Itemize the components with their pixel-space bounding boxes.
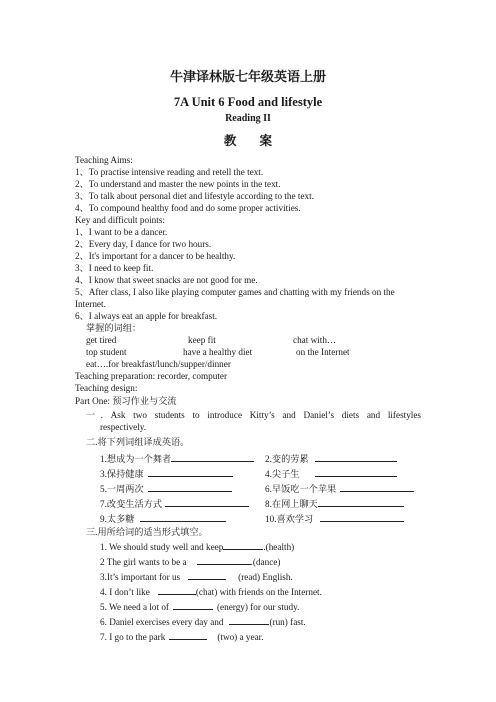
point-item: 5、After class, I also like playing computer games and chatting with my friends on the: [75, 287, 395, 297]
translation-item: 9.太多糖: [100, 511, 226, 525]
translation-item: 5.一周两次: [100, 481, 232, 495]
translation-item: 6.早饭吃一个苹果: [265, 481, 414, 495]
translation-item: 7.改变生活方式: [100, 496, 249, 510]
lesson-title: Reading II: [225, 113, 271, 124]
aim-item: 1、To practise intensive reading and retell the text.: [75, 167, 264, 177]
answer-blank[interactable]: [197, 556, 251, 565]
section-one-text: 一. Ask two students to introduce Kitty’s and Daniel’s diets and lifestyles: [86, 410, 421, 420]
fill-blank-item: 7. I go to the park (two) a year.: [100, 632, 264, 642]
answer-blank[interactable]: [148, 483, 232, 492]
part-one-heading: Part One: 预习作业与交流: [75, 396, 177, 406]
section-three-heading: 三.用所给词的适当形式填空。: [86, 527, 208, 537]
fill-blank-item: 1. We should study well and keep .(health): [100, 542, 295, 552]
phrases-heading: 掌握的词组：: [86, 323, 142, 333]
answer-blank[interactable]: [320, 513, 404, 522]
answer-blank[interactable]: [173, 601, 213, 610]
doc-type-heading: 教 案: [223, 134, 283, 148]
fill-blank-item: 6. Daniel exercises every day and (run) fast.: [100, 617, 306, 627]
answer-blank[interactable]: [223, 541, 263, 550]
phrase: keep fit: [188, 335, 216, 345]
aims-heading: Teaching Aims:: [75, 155, 133, 165]
answer-blank[interactable]: [148, 468, 233, 477]
phrase: eat….for breakfast/lunch/supper/dinner: [86, 359, 231, 369]
point-item: 2、Every day, I dance for two hours.: [75, 239, 212, 249]
translation-item: 2.变的劳累: [265, 451, 397, 465]
fill-blank-item: 5. We need a lot of (energy) for our study.: [100, 602, 300, 612]
answer-blank[interactable]: [169, 631, 207, 640]
point-item: Internet.: [75, 299, 106, 309]
answer-blank[interactable]: [171, 453, 254, 462]
translation-item: 3.保持健康: [100, 466, 233, 480]
phrase: top student: [86, 347, 127, 357]
points-heading: Key and difficult points:: [75, 215, 165, 225]
translation-item: 10.喜欢学习: [265, 511, 404, 525]
phrase: have a healthy diet: [183, 347, 253, 357]
section-one-text: respectively.: [100, 422, 147, 432]
point-item: 1、I want to be a dancer.: [75, 227, 168, 237]
point-item: 2、It's important for a dancer to be healthy.: [75, 251, 236, 261]
point-item: 4、I know that sweet snacks are not good for me.: [75, 275, 258, 285]
phrase: get tired: [86, 335, 117, 345]
answer-blank[interactable]: [318, 498, 404, 507]
answer-blank[interactable]: [165, 498, 249, 507]
translation-item: 4.尖子生: [265, 466, 397, 480]
translation-item: 1.想成为一个舞者: [100, 451, 254, 465]
point-item: 6、I always eat an apple for breakfast.: [75, 311, 218, 321]
answer-blank[interactable]: [340, 483, 414, 492]
teaching-design: Teaching design:: [75, 383, 138, 393]
translation-item: 8.在网上聊天: [265, 496, 404, 510]
aim-item: 2、To understand and master the new points in the text.: [75, 179, 281, 189]
fill-blank-item: 4. I don’t like (chat) with friends on the Internet.: [100, 587, 322, 597]
unit-title: 7A Unit 6 Food and lifestyle: [173, 95, 323, 109]
section-two-heading: 二.将下列词组译成英语。: [86, 437, 190, 447]
fill-blank-item: 2 The girl wants to be a .(dance): [100, 557, 281, 567]
fill-blank-item: 3.It’s important for us (read) English.: [100, 572, 293, 582]
teaching-preparation: Teaching preparation: recorder, computer: [75, 371, 228, 381]
aim-item: 3、To talk about personal diet and lifestyle according to the text.: [75, 191, 314, 201]
point-item: 3、I need to keep fit.: [75, 263, 154, 273]
answer-blank[interactable]: [188, 571, 226, 580]
answer-blank[interactable]: [315, 453, 397, 462]
phrase: chat with…: [293, 335, 337, 345]
answer-blank[interactable]: [140, 513, 226, 522]
answer-blank[interactable]: [158, 586, 196, 595]
phrase: on the Internet: [296, 347, 350, 357]
doc-title: 牛津译林版七年级英语上册: [169, 69, 326, 84]
answer-blank[interactable]: [229, 616, 269, 625]
aim-item: 4、To compound healthy food and do some proper activities.: [75, 203, 301, 213]
answer-blank[interactable]: [315, 468, 397, 477]
